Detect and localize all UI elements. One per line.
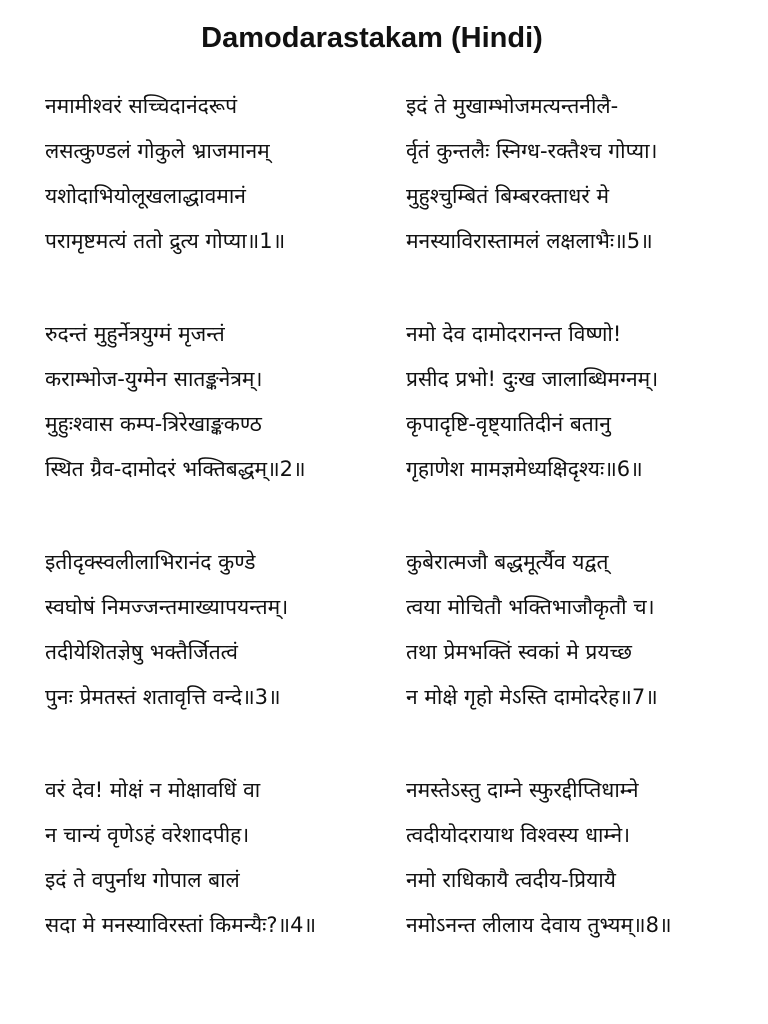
stanza-5	[406, 84, 756, 312]
stanza-3	[45, 540, 385, 768]
verse-line: इदं ते वपुर्नाथ गोपाल बालं	[45, 868, 240, 892]
verse-line: त्वया मोचितौ भक्तिभाजौकृतौ च।	[406, 595, 655, 619]
verse-line: नमस्तेऽस्तु दाम्ने स्फुरद्दीप्तिधाम्ने	[406, 778, 639, 802]
stanza-8	[406, 768, 756, 996]
verse-line: नमोऽनन्त लीलाय देवाय तुभ्यम्॥8॥	[406, 913, 672, 937]
verse-line: कृपादृष्टि-वृष्ट्यातिदीनं बतानु	[406, 412, 611, 436]
verse-line: नमो राधिकायै त्वदीय-प्रियायै	[406, 868, 616, 892]
verse-line: सदा मे मनस्याविरस्तां किमन्यैः?॥4॥	[45, 913, 317, 937]
verse-line: परामृष्टमत्यं ततो द्रुत्य गोप्या॥1॥	[45, 229, 286, 253]
stanza-4	[45, 768, 385, 996]
verse-line: स्थित ग्रैव-दामोदरं भक्तिबद्धम्॥2॥	[45, 457, 306, 481]
stanza-6	[406, 312, 756, 540]
verse-line: तथा प्रेमभक्तिं स्वकां मे प्रयच्छ	[406, 640, 633, 664]
verse-line: पुनः प्रेमतस्तं शतावृत्ति वन्दे॥3॥	[45, 685, 281, 709]
verse-line: न मोक्षे गृहो मेऽस्ति दामोदरेह॥7॥	[406, 685, 658, 709]
verse-line: इतीदृक्स्वलीलाभिरानंद कुण्डे	[45, 550, 256, 574]
verse-line: र्वृतं कुन्तलैः स्निग्ध-रक्तैश्च गोप्या।	[406, 139, 658, 163]
verse-line: प्रसीद प्रभो! दुःख जालाब्धिमग्नम्।	[406, 367, 659, 391]
verse-line: न चान्यं वृणेऽहं वरेशादपीह।	[45, 823, 250, 847]
verse-line: नमामीश्वरं सच्चिदानंदरूपं	[45, 94, 238, 118]
verse-line: कुबेरात्मजौ बद्धमूर्त्यैव यद्वत्	[406, 550, 609, 574]
verse-line: रुदन्तं मुहुर्नेत्रयुग्मं मृजन्तं	[45, 322, 225, 346]
verse-line: त्वदीयोदरायाथ विश्वस्य धाम्ने।	[406, 823, 631, 847]
verse-line: कराम्भोज-युग्मेन सातङ्कनेत्रम्।	[45, 367, 263, 391]
verse-line: स्वघोषं निमज्जन्तमाख्यापयन्तम्।	[45, 595, 289, 619]
left-column	[45, 84, 385, 996]
verse-line: गृहाणेश मामज्ञमेध्यक्षिदृश्यः॥6॥	[406, 457, 643, 481]
page-title: Damodarastakam (Hindi)	[201, 22, 543, 54]
verse-line: मुहुःश्वास कम्प-त्रिरेखाङ्ककण्ठ	[45, 412, 262, 436]
stanza-7	[406, 540, 756, 768]
stanza-1	[45, 84, 385, 312]
verse-line: लसत्कुण्डलं गोकुले भ्राजमानम्	[45, 139, 270, 163]
verse-line: तदीयेशितज्ञेषु भक्तैर्जितत्वं	[45, 640, 238, 664]
verse-line: इदं ते मुखाम्भोजमत्यन्तनीलै-	[406, 94, 619, 118]
verse-line: यशोदाभियोलूखलाद्धावमानं	[45, 184, 246, 208]
verse-line: नमो देव दामोदरानन्त विष्णो!	[406, 322, 622, 346]
verse-line: मुहुश्चुम्बितं बिम्बरक्ताधरं मे	[406, 184, 610, 208]
right-column	[406, 84, 756, 996]
verse-line: वरं देव! मोक्षं न मोक्षावधिं वा	[45, 778, 261, 802]
verse-line: मनस्याविरास्तामलं लक्षलाभैः॥5॥	[406, 229, 653, 253]
stanza-2	[45, 312, 385, 540]
